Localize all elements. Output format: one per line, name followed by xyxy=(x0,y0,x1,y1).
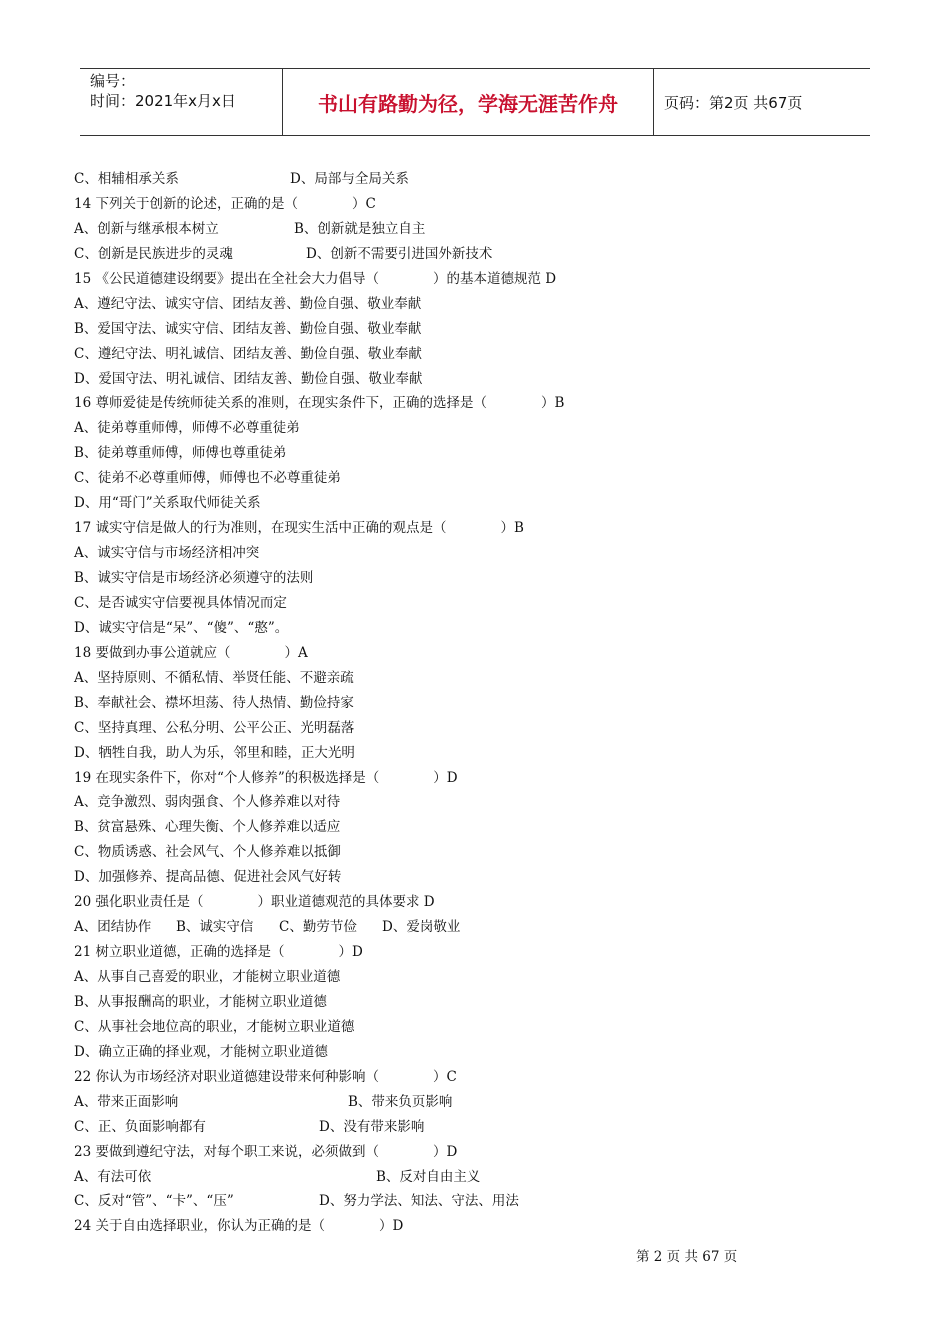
header-page-label: 页码：第2页 共67页 xyxy=(664,93,803,112)
text-line xyxy=(74,766,874,791)
text-line xyxy=(74,1165,874,1190)
text-line xyxy=(74,815,874,840)
line-text: 16 尊师爱徒是传统师徒关系的准则，在现实条件下，正确的选择是（ ）B xyxy=(74,395,565,412)
option-text: C、相辅相承关系 xyxy=(74,171,179,187)
text-line xyxy=(74,616,874,641)
text-line xyxy=(74,990,874,1015)
text-line xyxy=(74,1214,874,1239)
line-text: C、遵纪守法、明礼诚信、团结友善、勤俭自强、敬业奉献 xyxy=(74,345,422,362)
text-line xyxy=(74,641,874,666)
text-line xyxy=(74,566,874,591)
line-text: D、加强修养、提高品德、促进社会风气好转 xyxy=(74,869,342,886)
option-text: A、团结协作 xyxy=(74,919,152,936)
text-line xyxy=(74,1140,874,1165)
text-line xyxy=(74,940,874,965)
text-line xyxy=(74,391,874,416)
line-text: B、奉献社会、襟坏坦荡、待人热情、勤俭持家 xyxy=(74,694,354,711)
option-text: C、正、负面影响都有 xyxy=(74,1118,206,1135)
document-time-label: 时间：2021年x月x日 xyxy=(90,92,236,110)
question-list xyxy=(74,167,874,1239)
option-text: C、反对“管”、“卡”、“压” xyxy=(74,1193,234,1210)
text-line xyxy=(74,267,874,292)
text-line xyxy=(74,716,874,741)
line-text: B、贫富悬殊、心理失衡、个人修养难以适应 xyxy=(74,819,341,836)
text-line xyxy=(74,915,874,940)
option-text: B、创新就是独立自主 xyxy=(294,220,426,237)
line-text: B、爱国守法、诚实守信、团结友善、勤俭自强、敬业奉献 xyxy=(74,320,422,337)
text-line xyxy=(74,865,874,890)
option-text: A、有法可依 xyxy=(74,1168,152,1185)
line-text: 14 下列关于创新的论述，正确的是（ ）C xyxy=(74,195,376,212)
option-text: A、创新与继承根本树立 xyxy=(74,220,219,237)
line-text: A、遵纪守法、诚实守信、团结友善、勤俭自强、敬业奉献 xyxy=(74,295,422,312)
option-text: B、带来负页影响 xyxy=(348,1093,453,1110)
option-text: D、没有带来影响 xyxy=(319,1118,425,1135)
text-line xyxy=(74,217,874,242)
line-text: C、徒弟不必尊重师傅，师傅也不必尊重徒弟 xyxy=(74,470,341,487)
option-text: D、局部与全局关系 xyxy=(290,171,409,187)
option-text: C、创新是民族进步的灵魂 xyxy=(74,245,233,262)
line-text: 19 在现实条件下，你对“个人修养”的积极选择是（ ）D xyxy=(74,769,458,786)
line-text: 21 树立职业道德，正确的选择是（ ）D xyxy=(74,944,363,961)
text-line xyxy=(74,666,874,691)
line-text: D、诚实守信是“呆”、“傻”、“憨”。 xyxy=(74,619,289,636)
text-line xyxy=(74,965,874,990)
option-text: A、带来正面影响 xyxy=(74,1093,179,1110)
text-line xyxy=(74,317,874,342)
text-line xyxy=(74,691,874,716)
text-line xyxy=(74,292,874,317)
text-line xyxy=(74,441,874,466)
line-text: A、从事自己喜爱的职业，才能树立职业道德 xyxy=(74,969,341,985)
option-text: D、创新不需要引进国外新技术 xyxy=(306,245,493,262)
text-line xyxy=(74,1115,874,1140)
line-text: 15 《公民道德建设纲要》提出在全社会大力倡导（ ）的基本道德规范 D xyxy=(74,270,557,287)
line-text: 24 关于自由选择职业，你认为正确的是（ ）D xyxy=(74,1218,404,1235)
line-text: 23 要做到遵纪守法，对每个职工来说，必须做到（ ）D xyxy=(74,1143,458,1160)
line-text: C、从事社会地位高的职业，才能树立职业道德 xyxy=(74,1018,355,1035)
line-text: A、竞争激烈、弱肉强食、个人修养难以对待 xyxy=(74,794,341,811)
line-text: C、坚持真理、公私分明、公平公正、光明磊落 xyxy=(74,719,355,736)
line-text: 17 诚实守信是做人的行为准则，在现实生活中正确的观点是（ ）B xyxy=(74,520,524,537)
text-line xyxy=(74,591,874,616)
text-line xyxy=(74,167,874,192)
line-text: D、用“哥门”关系取代师徒关系 xyxy=(74,495,261,512)
option-text: D、爱岗敬业 xyxy=(382,919,461,936)
text-line xyxy=(74,416,874,441)
line-text: 22 你认为市场经济对职业道德建设带来何种影响（ ）C xyxy=(74,1068,457,1085)
text-line xyxy=(74,342,874,367)
document-number-label: 编号： xyxy=(90,72,136,90)
text-line xyxy=(74,741,874,766)
page-footer: 第 2 页 共 67 页 xyxy=(636,1249,738,1265)
text-line xyxy=(74,1015,874,1040)
option-text: C、勤劳节俭 xyxy=(279,919,357,936)
header-motto: 书山有路勤为径，学海无涯苦作舟 xyxy=(282,68,654,136)
text-line xyxy=(74,1065,874,1090)
text-line xyxy=(74,890,874,915)
line-text: A、诚实守信与市场经济相冲突 xyxy=(74,545,260,562)
line-text: D、确立正确的择业观，才能树立职业道德 xyxy=(74,1043,328,1060)
line-text: B、从事报酬高的职业，才能树立职业道德 xyxy=(74,993,327,1010)
text-line xyxy=(74,1090,874,1115)
text-line xyxy=(74,1040,874,1065)
text-line xyxy=(74,242,874,267)
text-line xyxy=(74,840,874,865)
line-text: 20 强化职业责任是（ ）职业道德观范的具体要求 D xyxy=(74,894,435,911)
text-line xyxy=(74,367,874,392)
line-text: A、坚持原则、不循私情、举贤任能、不避亲疏 xyxy=(74,669,354,686)
page-header xyxy=(80,68,870,136)
line-text: C、物质诱惑、社会风气、个人修养难以抵御 xyxy=(74,844,341,861)
line-text: D、爱国守法、明礼诚信、团结友善、勤俭自强、敬业奉献 xyxy=(74,370,423,387)
line-text: C、是否诚实守信要视具体情况而定 xyxy=(74,594,287,611)
text-line xyxy=(74,790,874,815)
text-line xyxy=(74,541,874,566)
option-text: B、反对自由主义 xyxy=(376,1168,481,1185)
text-line xyxy=(74,516,874,541)
option-text: D、努力学法、知法、守法、用法 xyxy=(319,1193,519,1210)
line-text: D、牺牲自我，助人为乐，邻里和睦，正大光明 xyxy=(74,744,355,761)
line-text: 18 要做到办事公道就应（ ）A xyxy=(74,644,308,661)
header-meta xyxy=(90,71,280,111)
text-line xyxy=(74,192,874,217)
line-text: A、徒弟尊重师傅，师傅不必尊重徒弟 xyxy=(74,420,300,437)
text-line xyxy=(74,466,874,491)
text-line xyxy=(74,1189,874,1214)
text-line xyxy=(74,491,874,516)
line-text: B、徒弟尊重师傅，师傅也尊重徒弟 xyxy=(74,445,287,462)
line-text: B、诚实守信是市场经济必须遵守的法则 xyxy=(74,570,314,586)
option-text: B、诚实守信 xyxy=(176,919,254,936)
